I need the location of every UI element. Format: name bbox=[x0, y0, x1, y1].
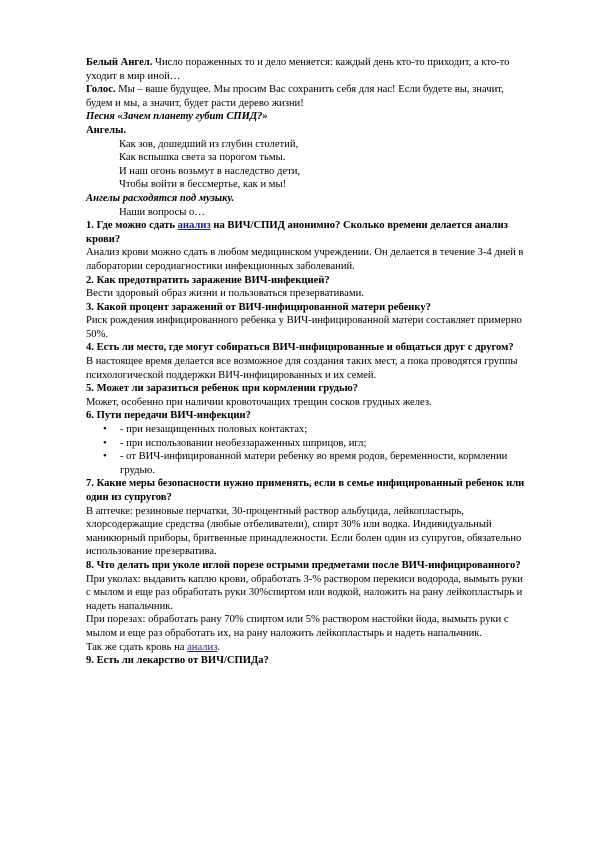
transmission-list bbox=[86, 423, 526, 477]
analysis-link[interactable]: анализ bbox=[177, 220, 211, 232]
answer-8-cuts: При порезах: обработать рану 70% спиртом или 5% раствором настойки йода, вымыть руки с мылом и еще раз обработать их, на рану наложить лейкопластырь и надеть напальчник. bbox=[86, 614, 509, 639]
bullet-icon: • bbox=[103, 437, 107, 449]
answer-4: В настоящее время делается все возможное для создания таких мест, а пока проводятся группы психологической поддержки ВИЧ-инфицированных и их семей. bbox=[86, 356, 518, 381]
question-9: 9. Есть ли лекарство от ВИЧ/СПИДа? bbox=[86, 655, 269, 667]
answer-3: Риск рождения инфицированного ребенка у ВИЧ-инфицированной матери составляет примерно 50%. bbox=[86, 315, 522, 340]
list-item bbox=[86, 423, 526, 437]
questions-intro: Наши вопросы о… bbox=[119, 206, 205, 218]
question-1-end: на ВИЧ/СПИД анонимно? Сколько времени делается анализ крови? bbox=[86, 220, 508, 245]
answer-5: Может, особенно при наличии кровоточащих трещин сосков грудных желез. bbox=[86, 396, 432, 408]
question-1 bbox=[86, 219, 526, 246]
analysis-link[interactable]: анализ bbox=[187, 641, 218, 653]
bullet-icon: • bbox=[103, 424, 107, 436]
bullet-icon: • bbox=[103, 451, 107, 463]
list-item-text: - при использовании необеззараженных шприцов, игл; bbox=[120, 437, 367, 449]
poem-line: Чтобы войти в бессмертье, как и мы! bbox=[119, 179, 287, 191]
answer-7: В аптечке: резиновые перчатки, 30-процентный раствор альбуцида, лейкопластырь, хлорсодержащие средства (любые отбеливатели), спирт 30% или водка. Индивидуальный маникюрный приборы, бритвенные принадлежности. Если болен один из супругов, обязательно использование презерватива. bbox=[86, 505, 522, 558]
question-2: 2. Как предотвратить заражение ВИЧ-инфекцией? bbox=[86, 274, 330, 286]
answer-2: Вести здоровый образ жизни и пользоваться презервативами. bbox=[86, 288, 364, 300]
blood-test-text: Так же сдать кровь на bbox=[86, 641, 188, 653]
list-item-text: - от ВИЧ-инфицированной матери ребенку во время родов, беременности, кормлении грудью. bbox=[120, 451, 508, 476]
question-4: 4. Есть ли место, где могут собираться ВИЧ-инфицированные и общаться друг с другом? bbox=[86, 342, 514, 354]
intro-paragraph-voice bbox=[86, 83, 526, 110]
poem-line: И наш огонь возьмут в наследство дети, bbox=[119, 165, 301, 177]
question-3: 3. Какой процент заражений от ВИЧ-инфицированной матери ребенку? bbox=[86, 301, 431, 313]
list-item bbox=[86, 450, 526, 477]
blood-test-end: . bbox=[217, 641, 221, 653]
answer-8-blood-test bbox=[86, 641, 526, 655]
angels-label: Ангелы. bbox=[86, 124, 126, 136]
stage-direction: Ангелы расходятся под музыку. bbox=[86, 192, 235, 204]
answer-8-injections: При уколах: выдавить каплю крови, обработать 3-% раствором перекиси водорода, вымыть руки с мылом и еще раз обработать руки 30%спиртом или водкой, наложить на рану лейкопластырь и надеть напальчник. bbox=[86, 573, 523, 612]
question-8: 8. Что делать при уколе иглой порезе острыми предметами после ВИЧ-инфицированного? bbox=[86, 559, 521, 571]
list-item bbox=[86, 437, 526, 451]
speaker-voice: Голос. bbox=[86, 84, 116, 96]
question-7: 7. Какие меры безопасности нужно применять, если в семье инфицированный ребенок или один из супругов? bbox=[86, 478, 525, 503]
document-page bbox=[86, 56, 526, 668]
white-angel-text: Число пораженных то и дело меняется: каждый день кто-то приходит, а кто-то уходит в мир иной… bbox=[86, 57, 510, 82]
poem bbox=[86, 138, 526, 192]
speaker-white-angel: Белый Ангел. bbox=[86, 57, 153, 68]
question-5: 5. Может ли заразиться ребенок при кормлении грудью? bbox=[86, 383, 358, 395]
question-6: 6. Пути передачи ВИЧ-инфекции? bbox=[86, 410, 251, 422]
answer-1: Анализ крови можно сдать в любом медицинском учреждении. Он делается в течение 3-4 дней в лаборатории серодиагностики инфекционных заболеваний. bbox=[86, 247, 524, 272]
question-1-start: 1. Где можно сдать bbox=[86, 220, 178, 232]
list-item-text: - при незащищенных половых контактах; bbox=[120, 424, 308, 436]
song-title: Песня «Зачем планету губит СПИД?» bbox=[86, 111, 268, 123]
intro-paragraph-white-angel bbox=[86, 56, 526, 83]
voice-text: Мы – ваше будущее. Мы просим Вас сохранить себя для нас! Если будете вы, значит, будем и мы, а значит, будет расти дерево жизни! bbox=[86, 84, 504, 109]
poem-line: Как зов, дошедший из глубин столетий, bbox=[119, 138, 299, 150]
poem-line: Как вспышка света за порогом тьмы. bbox=[119, 152, 286, 164]
